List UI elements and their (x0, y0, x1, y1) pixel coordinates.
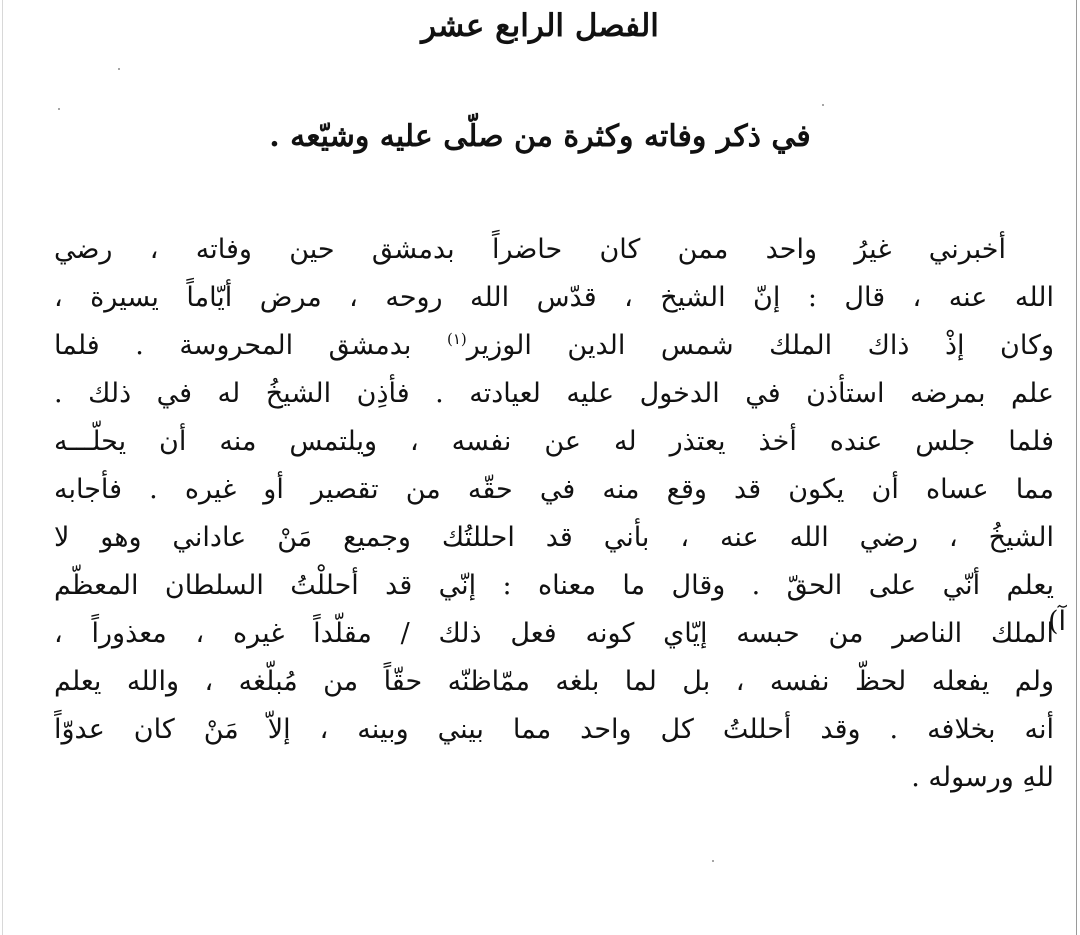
text-line: مما عساه أن يكون قد وقع منه في حقّه من تقصير أو غيره . فأجابه (54, 474, 1054, 505)
scan-speck (58, 108, 60, 110)
text-line: وكان إذْ ذاك الملك شمس الدين الوزير$^{(١)}$ بدمشق المحروسة . فلما (54, 330, 1054, 361)
chapter-title: الفصل الرابع عشر (421, 8, 659, 44)
text-line: الملك الناصر من حبسه إيّاي كونه فعل ذلك / مقلّداً غيره ، معذوراً ، (54, 618, 1054, 649)
scan-speck (712, 860, 714, 862)
text-line: للهِ ورسوله . (911, 762, 1054, 793)
text-line: فلما جلس عنده أخذ يعتذر له عن نفسه ، ويلتمس منه أن يحلّـــه (54, 426, 1054, 457)
footnote-marker: (١) (446, 330, 467, 348)
text-line: ولم يفعله لحظّ نفسه ، بل لما بلغه ممّاظنّه حقّاً من مُبلّغه ، والله يعلم (54, 666, 1054, 697)
chapter-subtitle: في ذكر وفاته وكثرة من صلّى عليه وشيّعه . (269, 119, 811, 154)
manuscript-folio-marker: آ) (1047, 606, 1066, 637)
text-line: الشيخُ ، رضي الله عنه ، بأني قد احللتُك وجميع مَنْ عاداني وهو لا (54, 522, 1054, 553)
text-line: أنه بخلافه . وقد أحللتُ كل واحد مما بيني وبينه ، إلاّ مَنْ كان عدوّاً (54, 714, 1054, 745)
body-text (54, 226, 1054, 802)
text-line: أخبرني غيرُ واحد ممن كان حاضراً بدمشق حين وفاته ، رضي (54, 234, 1006, 265)
text-line: الله عنه ، قال : إنّ الشيخ ، قدّس الله روحه ، مرض أيّاماً يسيرة ، (54, 282, 1054, 313)
text-line: يعلم أنّي على الحقّ . وقال ما معناه : إنّي قد أحللْتُ السلطان المعظّم (54, 570, 1054, 601)
text-line: علم بمرضه استأذن في الدخول عليه لعيادته . فأذِن الشيخُ له في ذلك . (54, 378, 1054, 409)
scan-speck (822, 104, 824, 106)
scan-speck (118, 68, 120, 70)
